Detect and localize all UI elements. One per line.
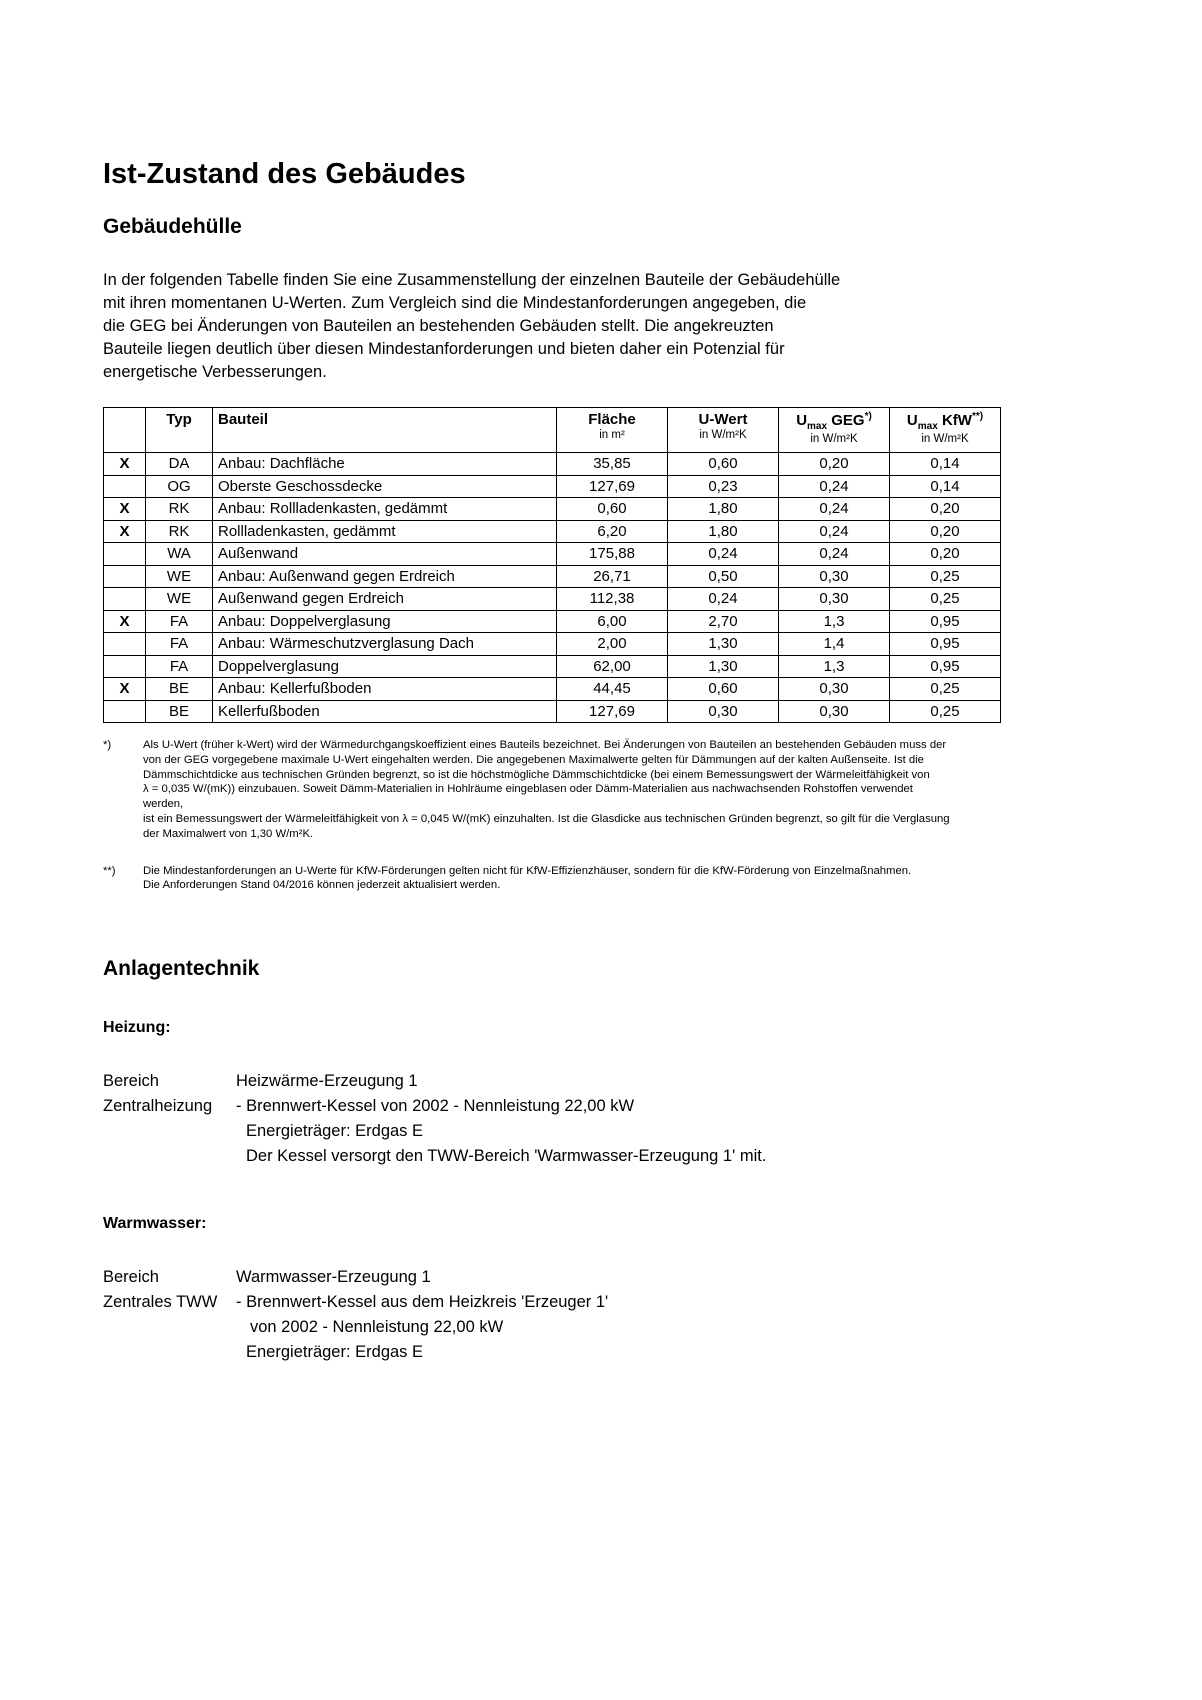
row-checked-mark: X bbox=[104, 498, 146, 521]
cell-uwert: 0,24 bbox=[668, 543, 779, 566]
cell-umax-geg: 0,30 bbox=[779, 700, 890, 723]
cell-flaeche: 35,85 bbox=[557, 453, 668, 476]
cell-umax-kfw: 0,95 bbox=[890, 610, 1001, 633]
uwert-label: U-Wert bbox=[698, 411, 748, 428]
heating-type-row bbox=[103, 1094, 951, 1119]
cell-umax-geg: 0,20 bbox=[779, 453, 890, 476]
table-row bbox=[104, 700, 1001, 723]
envelope-components-table bbox=[103, 407, 1001, 723]
row-checked-mark bbox=[104, 475, 146, 498]
table-row bbox=[104, 633, 1001, 656]
hot-water-description-line: Energieträger: Erdgas E bbox=[246, 1343, 424, 1362]
cell-uwert: 0,50 bbox=[668, 565, 779, 588]
cell-umax-kfw: 0,14 bbox=[890, 475, 1001, 498]
column-header-umax-geg bbox=[779, 408, 890, 453]
cell-flaeche: 62,00 bbox=[557, 655, 668, 678]
cell-flaeche: 6,20 bbox=[557, 520, 668, 543]
footnote-line: Die Anforderungen Stand 04/2016 können jederzeit aktualisiert werden. bbox=[143, 879, 501, 892]
bereich-label: Bereich bbox=[103, 1072, 159, 1091]
cell-typ: FA bbox=[146, 655, 213, 678]
page-title: Ist-Zustand des Gebäudes bbox=[103, 158, 466, 190]
cell-typ: RK bbox=[146, 520, 213, 543]
cell-umax-geg: 1,4 bbox=[779, 633, 890, 656]
table-body bbox=[104, 453, 1001, 723]
intro-line: mit ihren momentanen U-Werten. Zum Vergleich sind die Mindestanforderungen angegeben, die bbox=[103, 294, 807, 312]
intro-line: In der folgenden Tabelle finden Sie eine Zusammenstellung der einzelnen Bauteile der Gebäudehülle bbox=[103, 271, 841, 289]
sub-heading-warmwasser: Warmwasser: bbox=[103, 1215, 207, 1233]
column-header-check bbox=[104, 408, 146, 453]
cell-typ: OG bbox=[146, 475, 213, 498]
cell-bauteil: Außenwand gegen Erdreich bbox=[213, 588, 557, 611]
column-header-uwert bbox=[668, 408, 779, 453]
footnote-marker: *) bbox=[103, 739, 112, 751]
intro-line: energetische Verbesserungen. bbox=[103, 363, 327, 381]
heating-type-label: Zentralheizung bbox=[103, 1097, 213, 1116]
cell-flaeche: 6,00 bbox=[557, 610, 668, 633]
table-row bbox=[104, 655, 1001, 678]
umax-u: U bbox=[906, 412, 918, 429]
row-checked-mark bbox=[104, 633, 146, 656]
intro-line: Bauteile liegen deutlich über diesen Mindestanforderungen und bieten daher ein Potenzial für bbox=[103, 340, 785, 358]
column-header-bauteil: Bauteil bbox=[213, 408, 557, 453]
cell-uwert: 1,30 bbox=[668, 633, 779, 656]
geg-unit: in W/m²K bbox=[810, 433, 858, 445]
cell-typ: FA bbox=[146, 610, 213, 633]
cell-typ: BE bbox=[146, 678, 213, 701]
footnote-line: der Maximalwert von 1,30 W/m²K. bbox=[143, 827, 314, 840]
cell-umax-geg: 0,30 bbox=[779, 565, 890, 588]
cell-flaeche: 2,00 bbox=[557, 633, 668, 656]
cell-uwert: 1,30 bbox=[668, 655, 779, 678]
cell-bauteil: Kellerfußboden bbox=[213, 700, 557, 723]
footnote-line: Dämmschichtdicke aus technischen Gründen begrenzt, so ist die höchstmögliche Dämmschichtdicke (bei einem Bemessungswert der Wärmeleitfähigkeit von bbox=[143, 768, 930, 781]
table-header bbox=[104, 408, 1001, 453]
hot-water-type-label: Zentrales TWW bbox=[103, 1293, 218, 1312]
footnote-line: von der GEG vorgegebene maximale U-Wert eingehalten werden. Die angegebenen Maximalwerte gelten für Dämmungen auf der kalten Außenseite. Ist die bbox=[143, 753, 924, 766]
bereich-label: Bereich bbox=[103, 1268, 159, 1287]
cell-typ: WA bbox=[146, 543, 213, 566]
flaeche-unit: in m² bbox=[599, 429, 625, 441]
cell-umax-geg: 0,24 bbox=[779, 498, 890, 521]
cell-uwert: 1,80 bbox=[668, 520, 779, 543]
footnote-line: λ = 0,035 W/(mK)) einzubauen. Soweit Dämm-Materialien in Hohlräume eingeblasen oder Dämm-Materialien aus nachwachsenden Rohstoffen verwendet werden, bbox=[143, 783, 913, 811]
hot-water-type-row bbox=[103, 1290, 951, 1315]
table-row bbox=[104, 498, 1001, 521]
column-header-typ: Typ bbox=[146, 408, 213, 453]
cell-flaeche: 0,60 bbox=[557, 498, 668, 521]
row-checked-mark: X bbox=[104, 610, 146, 633]
table-row bbox=[104, 475, 1001, 498]
cell-flaeche: 127,69 bbox=[557, 700, 668, 723]
table-row bbox=[104, 610, 1001, 633]
cell-umax-kfw: 0,20 bbox=[890, 543, 1001, 566]
cell-bauteil: Anbau: Rollladenkasten, gedämmt bbox=[213, 498, 557, 521]
footnote-line: ist ein Bemessungswert der Wärmeleitfähigkeit von λ = 0,045 W/(mK) einzuhalten. Ist die Glasdicke aus technischen Gründen begrenzt, so gilt für die Verglasung bbox=[143, 812, 950, 825]
section-heading-anlagentechnik: Anlagentechnik bbox=[103, 957, 260, 981]
cell-bauteil: Anbau: Dachfläche bbox=[213, 453, 557, 476]
footnote-geg bbox=[103, 738, 951, 842]
cell-umax-geg: 0,30 bbox=[779, 678, 890, 701]
cell-typ: WE bbox=[146, 588, 213, 611]
cell-uwert: 0,23 bbox=[668, 475, 779, 498]
cell-typ: BE bbox=[146, 700, 213, 723]
flaeche-label: Fläche bbox=[588, 411, 636, 428]
cell-bauteil: Oberste Geschossdecke bbox=[213, 475, 557, 498]
cell-uwert: 1,80 bbox=[668, 498, 779, 521]
cell-umax-kfw: 0,25 bbox=[890, 588, 1001, 611]
cell-uwert: 0,30 bbox=[668, 700, 779, 723]
intro-line: die GEG bei Änderungen von Bauteilen an bestehenden Gebäuden stellt. Die angekreuzten bbox=[103, 317, 774, 335]
hot-water-block bbox=[103, 1265, 951, 1365]
cell-bauteil: Doppelverglasung bbox=[213, 655, 557, 678]
cell-umax-kfw: 0,20 bbox=[890, 498, 1001, 521]
row-checked-mark: X bbox=[104, 678, 146, 701]
footnote-line: Die Mindestanforderungen an U-Werte für KfW-Förderungen gelten nicht für KfW-Effizienzhäuser, sondern für die KfW-Förderung von Einzelmaßnahmen. bbox=[143, 864, 912, 877]
umax-u: U bbox=[796, 412, 808, 429]
footnote-kfw bbox=[103, 864, 951, 894]
cell-umax-kfw: 0,25 bbox=[890, 565, 1001, 588]
cell-typ: RK bbox=[146, 498, 213, 521]
section-heading-gebaeudehuelle: Gebäudehülle bbox=[103, 215, 242, 238]
bereich-value: Heizwärme-Erzeugung 1 bbox=[236, 1072, 418, 1091]
cell-bauteil: Anbau: Außenwand gegen Erdreich bbox=[213, 565, 557, 588]
cell-uwert: 0,24 bbox=[668, 588, 779, 611]
footnote-marker: **) bbox=[103, 864, 116, 877]
intro-paragraph bbox=[103, 269, 951, 384]
table-row bbox=[104, 678, 1001, 701]
cell-uwert: 2,70 bbox=[668, 610, 779, 633]
cell-umax-kfw: 0,25 bbox=[890, 700, 1001, 723]
cell-bauteil: Außenwand bbox=[213, 543, 557, 566]
umax-sub: max bbox=[917, 421, 938, 432]
cell-umax-kfw: 0,14 bbox=[890, 453, 1001, 476]
row-checked-mark: X bbox=[104, 453, 146, 476]
cell-umax-geg: 0,24 bbox=[779, 520, 890, 543]
footnote-text bbox=[143, 864, 951, 894]
cell-bauteil: Anbau: Wärmeschutzverglasung Dach bbox=[213, 633, 557, 656]
heating-description-line: Der Kessel versorgt den TWW-Bereich 'Warmwasser-Erzeugung 1' mit. bbox=[246, 1147, 767, 1166]
row-checked-mark bbox=[104, 543, 146, 566]
row-checked-mark bbox=[104, 588, 146, 611]
heating-bereich-row bbox=[103, 1069, 951, 1094]
cell-bauteil: Anbau: Doppelverglasung bbox=[213, 610, 557, 633]
column-header-flaeche bbox=[557, 408, 668, 453]
cell-umax-geg: 1,3 bbox=[779, 655, 890, 678]
cell-umax-kfw: 0,95 bbox=[890, 633, 1001, 656]
cell-flaeche: 175,88 bbox=[557, 543, 668, 566]
cell-umax-kfw: 0,95 bbox=[890, 655, 1001, 678]
hot-water-description-line: - Brennwert-Kessel aus dem Heizkreis 'Erzeuger 1' bbox=[236, 1293, 609, 1312]
cell-typ: WE bbox=[146, 565, 213, 588]
cell-typ: DA bbox=[146, 453, 213, 476]
cell-uwert: 0,60 bbox=[668, 678, 779, 701]
footnote-line: Als U-Wert (früher k-Wert) wird der Wärmedurchgangskoeffizient eines Bauteils bezeichnet. Bei Änderungen von Bauteilen an bestehenden Gebäuden muss der bbox=[143, 739, 947, 751]
hot-water-bereich-row bbox=[103, 1265, 951, 1290]
row-checked-mark bbox=[104, 700, 146, 723]
heating-description-line: Energieträger: Erdgas E bbox=[246, 1122, 424, 1141]
kfw-name: KfW bbox=[941, 412, 972, 429]
footnote-text bbox=[143, 738, 951, 842]
heating-description-line: - Brennwert-Kessel von 2002 - Nennleistung 22,00 kW bbox=[236, 1097, 635, 1116]
geg-footnote-ref: *) bbox=[864, 411, 872, 422]
kfw-unit: in W/m²K bbox=[921, 433, 969, 445]
cell-bauteil: Anbau: Kellerfußboden bbox=[213, 678, 557, 701]
cell-umax-kfw: 0,25 bbox=[890, 678, 1001, 701]
table-row bbox=[104, 588, 1001, 611]
table-row bbox=[104, 565, 1001, 588]
cell-flaeche: 127,69 bbox=[557, 475, 668, 498]
umax-sub: max bbox=[807, 421, 828, 432]
heating-block bbox=[103, 1069, 951, 1169]
cell-typ: FA bbox=[146, 633, 213, 656]
cell-flaeche: 26,71 bbox=[557, 565, 668, 588]
geg-name: GEG bbox=[831, 412, 865, 429]
row-checked-mark bbox=[104, 655, 146, 678]
bereich-value: Warmwasser-Erzeugung 1 bbox=[236, 1268, 431, 1287]
sub-heading-heizung: Heizung: bbox=[103, 1019, 171, 1037]
document-content bbox=[103, 158, 984, 1365]
cell-uwert: 0,60 bbox=[668, 453, 779, 476]
cell-umax-geg: 0,30 bbox=[779, 588, 890, 611]
uwert-unit: in W/m²K bbox=[699, 429, 747, 441]
table-row bbox=[104, 543, 1001, 566]
cell-umax-geg: 1,3 bbox=[779, 610, 890, 633]
cell-flaeche: 44,45 bbox=[557, 678, 668, 701]
cell-flaeche: 112,38 bbox=[557, 588, 668, 611]
kfw-footnote-ref: **) bbox=[971, 411, 984, 422]
table-row bbox=[104, 520, 1001, 543]
row-checked-mark bbox=[104, 565, 146, 588]
row-checked-mark: X bbox=[104, 520, 146, 543]
table-row bbox=[104, 453, 1001, 476]
cell-umax-geg: 0,24 bbox=[779, 475, 890, 498]
cell-bauteil: Rollladenkasten, gedämmt bbox=[213, 520, 557, 543]
cell-umax-kfw: 0,20 bbox=[890, 520, 1001, 543]
cell-umax-geg: 0,24 bbox=[779, 543, 890, 566]
hot-water-description-line: von 2002 - Nennleistung 22,00 kW bbox=[250, 1318, 504, 1337]
column-header-umax-kfw bbox=[890, 408, 1001, 453]
